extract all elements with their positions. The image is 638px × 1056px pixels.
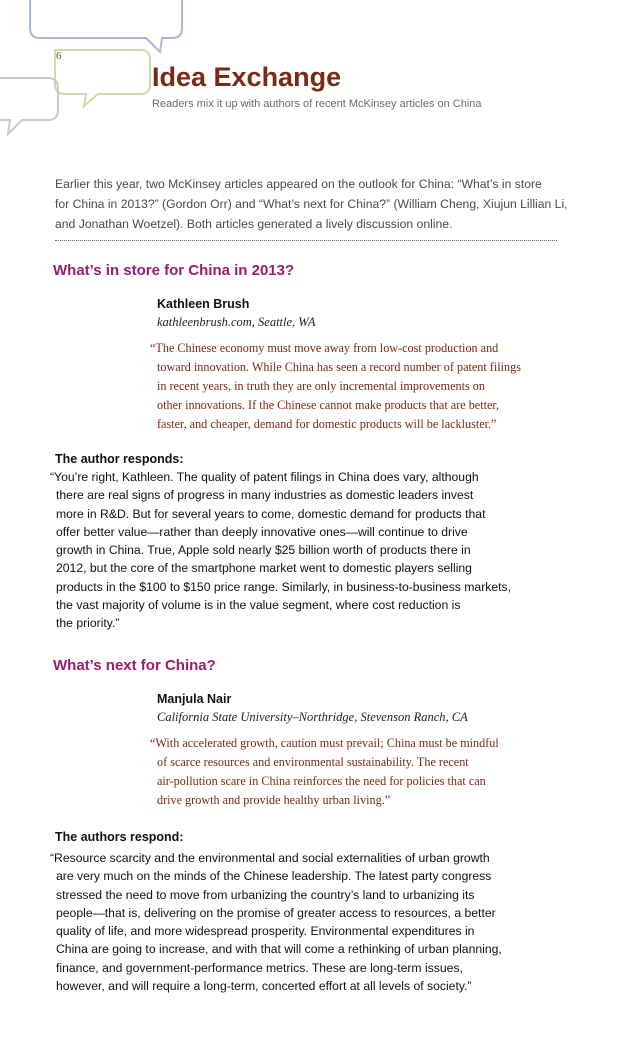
quote-line: “The Chinese economy must move away from low-cost production and bbox=[150, 341, 499, 355]
author-response bbox=[50, 468, 511, 633]
response-line: the vast majority of volume is in the value segment, where cost reduction is bbox=[56, 598, 461, 613]
response-label: The author responds: bbox=[55, 452, 184, 466]
quote-line: drive growth and provide healthy urban living.” bbox=[157, 793, 391, 807]
quote-line: toward innovation. While China has seen a record number of patent filings bbox=[157, 360, 521, 374]
author-response bbox=[50, 849, 502, 995]
commenter-affiliation: kathleenbrush.com, Seattle, WA bbox=[157, 315, 316, 329]
green-bubble-icon bbox=[55, 50, 150, 106]
response-line: “Resource scarcity and the environmental and social externalities of urban growth bbox=[50, 851, 490, 865]
intro-line: for China in 2013?” (Gordon Orr) and “What’s next for China?” (William Cheng, Xiujun Lillian Li, bbox=[55, 197, 568, 211]
dotted-divider bbox=[55, 240, 557, 241]
response-line: finance, and government-performance metrics. These are long-term issues, bbox=[56, 960, 463, 975]
page-title: Idea Exchange bbox=[152, 62, 342, 92]
reader-quote bbox=[150, 734, 499, 810]
response-line: China are going to increase, and with that will come a rethinking of urban planning, bbox=[56, 942, 502, 957]
response-line: are very much on the minds of the Chinese leadership. The latest party congress bbox=[56, 869, 492, 884]
quote-line: faster, and cheaper, demand for domestic products will be lackluster.” bbox=[157, 417, 497, 431]
section-heading: What’s in store for China in 2013? bbox=[53, 262, 295, 279]
response-label: The authors respond: bbox=[55, 830, 184, 844]
quote-line: in recent years, in truth they are only incremental improvements on bbox=[157, 379, 485, 393]
response-line: “You’re right, Kathleen. The quality of patent filings in China does vary, although bbox=[50, 470, 479, 484]
commenter-name: Manjula Nair bbox=[157, 692, 232, 706]
quote-line: of scarce resources and environmental sustainability. The recent bbox=[157, 755, 469, 769]
response-line: people—that is, delivering on the promise of greater access to resources, a better bbox=[56, 905, 496, 920]
response-line: growth in China. True, Apple sold nearly $25 billion worth of products there in bbox=[56, 543, 471, 558]
response-line: products in the $100 to $150 price range. Similarly, in business-to-business markets, bbox=[56, 579, 512, 594]
page-number: 6 bbox=[56, 50, 62, 62]
quote-line: “With accelerated growth, caution must prevail; China must be mindful bbox=[150, 736, 499, 750]
quote-line: air-pollution scare in China reinforces the need for policies that can bbox=[157, 774, 486, 788]
response-line: stressed the need to move from urbanizing the country’s land to urbanizing its bbox=[56, 887, 475, 902]
page-subtitle: Readers mix it up with authors of recent McKinsey articles on China bbox=[152, 98, 482, 110]
commenter-affiliation: California State University–Northridge, Stevenson Ranch, CA bbox=[157, 710, 468, 724]
quote-line: other innovations. If the Chinese cannot make products that are better, bbox=[157, 398, 500, 412]
intro-line: and Jonathan Woetzel). Both articles generated a lively discussion online. bbox=[55, 217, 453, 231]
reader-quote bbox=[150, 339, 521, 434]
response-line: more in R&D. But for several years to come, domestic demand for products that bbox=[56, 506, 486, 521]
response-line: 2012, but the core of the smartphone market went to domestic players selling bbox=[56, 561, 472, 576]
response-line: quality of life, and more widespread prosperity. Environmental expenditures in bbox=[56, 924, 475, 939]
commenter-name: Kathleen Brush bbox=[157, 297, 250, 311]
response-line: there are real signs of progress in many industries as domestic leaders invest bbox=[56, 488, 474, 503]
intro-line: Earlier this year, two McKinsey articles appeared on the outlook for China: “What’s in store bbox=[55, 177, 542, 191]
response-line: the priority.” bbox=[56, 616, 120, 631]
intro-paragraph bbox=[55, 174, 590, 234]
section-heading: What’s next for China? bbox=[53, 657, 216, 674]
response-line: however, and will require a long-term, concerted effort at all levels of society.” bbox=[56, 979, 472, 994]
blue-bubble-icon bbox=[30, 0, 182, 52]
response-line: offer better value—rather than deeply innovative ones—will continue to drive bbox=[56, 524, 468, 539]
gray-bubble-icon bbox=[0, 78, 58, 134]
